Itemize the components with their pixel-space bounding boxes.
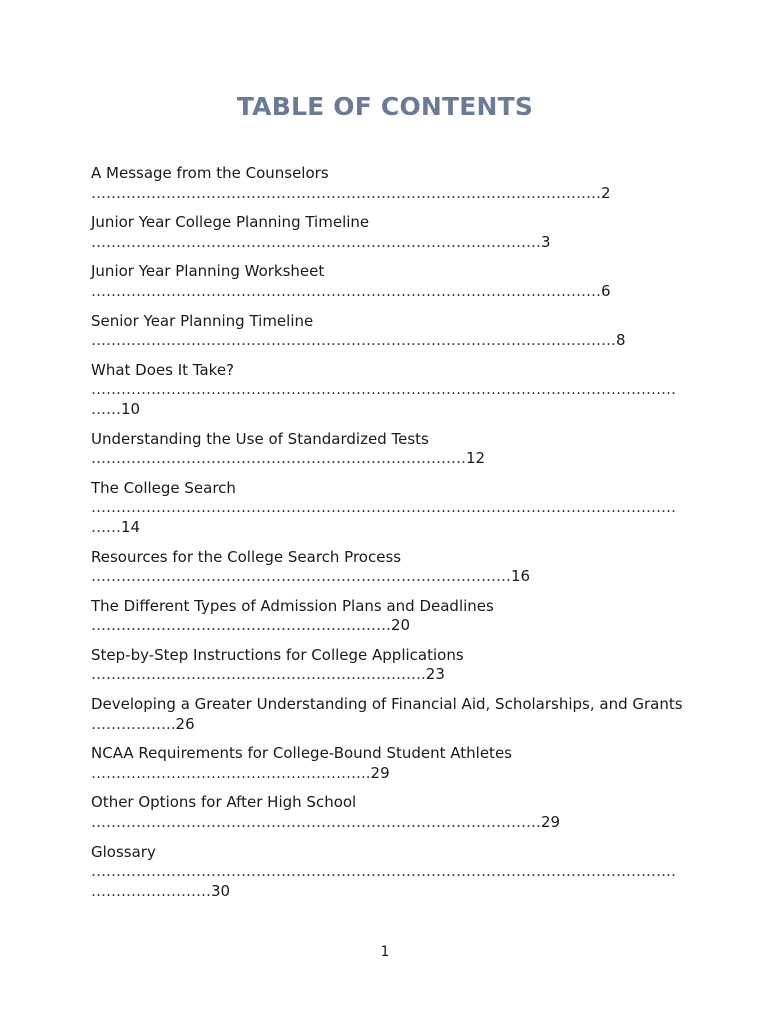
toc-entry-leader: ……………………………………………………………………………………………………………	[91, 498, 676, 536]
toc-entry-title: Glossary	[91, 842, 156, 861]
toc-entry-leader: ………………………………………………………………………………	[91, 232, 541, 251]
toc-entry	[91, 213, 683, 252]
toc-entry	[91, 843, 683, 902]
toc-entry-page: 6	[601, 281, 611, 300]
page-title: TABLE OF CONTENTS	[236, 92, 534, 121]
toc-entry-title: A Message from the Counselors	[91, 164, 329, 182]
toc-entry-leader: …………………………………………………………………………………………	[91, 183, 601, 202]
toc-entry	[91, 646, 683, 685]
toc-entry-title: NCAA Requirements for College-Bound Student Athletes	[91, 744, 512, 763]
toc-entry-leader: …………………………………………………………………………………………	[91, 281, 601, 300]
toc-entry-leader: ……………..	[91, 714, 176, 733]
toc-entry-page: 29	[370, 763, 390, 782]
toc-entry-title: Resources for the College Search Process	[91, 547, 402, 566]
toc-entry-page: 3	[541, 232, 551, 251]
toc-entry	[91, 430, 683, 469]
toc-entry	[91, 744, 683, 783]
toc-entry-title: Step-by-Step Instructions for College Applications	[91, 645, 464, 664]
toc-entry-title: Developing a Greater Understanding of Financial Aid, Scholarships, and Grants	[91, 695, 683, 714]
toc-entry-page: 10	[121, 399, 141, 418]
toc-entry-title: Junior Year Planning Worksheet	[91, 262, 325, 281]
toc-entry-title: What Does It Take?	[91, 360, 235, 379]
toc-entry	[91, 164, 683, 203]
toc-entry	[91, 597, 683, 636]
toc-entry-page: 2	[601, 183, 611, 202]
toc-entry-title: Junior Year College Planning Timeline	[91, 213, 370, 232]
toc-entry-title: Other Options for After High School	[91, 793, 357, 812]
toc-entry	[91, 695, 683, 734]
toc-entry-page: 20	[391, 616, 411, 635]
toc-entry	[91, 548, 683, 587]
toc-entry-leader: …………………………………………………………………	[91, 449, 466, 468]
toc-entry-leader: ……………………………………………………………………………………………………………………………	[91, 862, 676, 900]
toc-list	[91, 164, 683, 911]
toc-entry-leader: ………………………………………………………………………………	[91, 813, 541, 832]
toc-entry-title: Understanding the Use of Standardized Tests	[91, 429, 429, 448]
toc-entry-page: 23	[425, 665, 445, 684]
toc-entry-title: The Different Types of Admission Plans and Deadlines	[91, 596, 494, 615]
toc-entry-page: 12	[466, 449, 486, 468]
toc-entry-page: 14	[121, 517, 141, 536]
toc-entry	[91, 793, 683, 832]
toc-entry	[91, 361, 683, 420]
page-number: 1	[380, 944, 390, 960]
toc-entry-page: 29	[541, 813, 561, 832]
toc-entry	[91, 312, 683, 351]
toc-entry-page: 8	[616, 331, 626, 350]
toc-entry-page: 16	[511, 567, 531, 586]
toc-entry-leader: ………………………………………………………….	[91, 665, 426, 684]
toc-entry-leader: ……………………………………………………………………………………………………………	[91, 380, 676, 418]
toc-entry-title: The College Search	[91, 478, 236, 497]
toc-entry	[91, 479, 683, 538]
toc-entry-page: 30	[211, 881, 231, 900]
toc-entry-page: 26	[175, 714, 195, 733]
toc-entry-leader: ……………………………………………………	[91, 616, 391, 635]
toc-entry-title: Senior Year Planning Timeline	[91, 311, 314, 330]
toc-entry-leader: ………………………………………………..	[91, 763, 371, 782]
toc-entry	[91, 262, 683, 301]
toc-entry-leader: ……………………………………………………………………………………………	[91, 331, 616, 350]
toc-entry-leader: …………………………………………………………………………	[91, 567, 511, 586]
